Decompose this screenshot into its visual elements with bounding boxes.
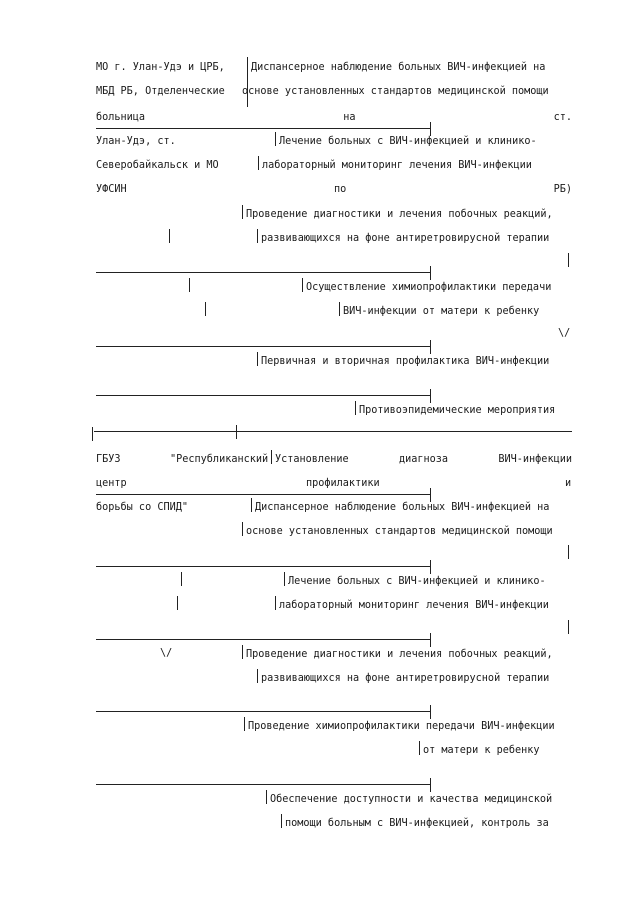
text-word: РБ) <box>553 184 572 195</box>
table-vertical-rule <box>169 229 170 243</box>
table-vertical-rule <box>419 741 420 755</box>
table-vertical-rule <box>258 156 259 170</box>
text-word: ВИЧ-инфекции <box>498 454 572 465</box>
table-vertical-rule <box>430 778 431 792</box>
service-text-line: Лечение больных с ВИЧ-инфекцией и клинико- <box>279 136 537 147</box>
table-vertical-rule <box>266 790 267 804</box>
table-horizontal-rule <box>96 494 430 495</box>
table-vertical-rule <box>257 229 258 243</box>
service-text-line: Проведение диагностики и лечения побочных реакций, <box>246 209 553 220</box>
justified-text-line <box>96 184 572 196</box>
org-text-line: борьбы со СПИД" <box>96 502 189 513</box>
service-text-line: Диспансерное наблюдение больных ВИЧ-инфекцией на <box>255 502 550 513</box>
service-text-line <box>275 454 572 466</box>
table-vertical-rule <box>355 401 356 415</box>
table-vertical-rule <box>430 560 431 574</box>
table-vertical-rule <box>281 814 282 828</box>
service-text-line: лабораторный мониторинг лечения ВИЧ-инфекции <box>279 600 549 611</box>
table-vertical-rule <box>430 122 431 136</box>
table-vertical-rule <box>244 717 245 731</box>
service-text-line: лабораторный мониторинг лечения ВИЧ-инфекции <box>262 160 532 171</box>
service-text-line: Осуществление химиопрофилактики передачи <box>306 282 552 293</box>
down-arrow-icon: \/ <box>558 328 571 339</box>
service-text-line: развивающихся на фоне антиретровирусной терапии <box>261 673 550 684</box>
org-text-line: "Республиканский <box>170 454 269 465</box>
table-horizontal-rule <box>96 128 430 129</box>
service-text-line: Проведение диагностики и лечения побочных реакций, <box>246 649 553 660</box>
down-arrow-icon: \/ <box>160 648 173 659</box>
table-vertical-rule <box>189 278 190 292</box>
table-vertical-rule <box>430 389 431 403</box>
table-vertical-rule <box>339 302 340 316</box>
table-vertical-rule <box>247 57 248 107</box>
table-vertical-rule <box>568 253 569 267</box>
service-text-line: развивающихся на фоне антиретровирусной терапии <box>261 233 550 244</box>
service-text-line: Диспансерное наблюдение больных ВИЧ-инфекцией на <box>251 62 546 73</box>
service-text-line: ВИЧ-инфекции от матери к ребенку <box>343 306 540 317</box>
table-vertical-rule <box>257 352 258 366</box>
service-text-line: Обеспечение доступности и качества медицинской <box>270 794 553 805</box>
org-text-line: центр <box>96 478 127 489</box>
table-horizontal-rule <box>96 272 430 273</box>
service-text-line: Лечение больных с ВИЧ-инфекцией и клинико- <box>288 576 546 587</box>
justified-text-line <box>96 112 572 124</box>
text-word: диагноза <box>398 454 449 465</box>
org-text-line: МБД РБ, Отделенческие <box>96 86 225 97</box>
table-horizontal-rule <box>96 711 430 712</box>
table-vertical-rule <box>430 488 431 502</box>
text-word: УФСИН <box>96 184 127 195</box>
table-vertical-rule <box>430 340 431 354</box>
service-text-line: Противоэпидемические мероприятия <box>359 405 556 416</box>
table-vertical-rule <box>181 572 182 586</box>
table-vertical-rule <box>242 522 243 536</box>
table-horizontal-rule <box>96 566 430 567</box>
table-vertical-rule <box>302 278 303 292</box>
service-text-line: помощи больным с ВИЧ-инфекцией, контроль за <box>285 818 549 829</box>
table-horizontal-rule <box>96 639 430 640</box>
text-word: по <box>333 184 347 195</box>
table-vertical-rule <box>568 545 569 559</box>
text-word: на <box>343 112 356 123</box>
service-text-line: основе установленных стандартов медицинской помощи <box>246 526 553 537</box>
table-vertical-rule <box>430 266 431 280</box>
org-text-line: Северобайкальск и МО <box>96 160 219 171</box>
section-separator-rule <box>94 431 572 432</box>
table-vertical-rule <box>568 620 569 634</box>
table-vertical-rule <box>284 572 285 586</box>
table-horizontal-rule <box>96 784 430 785</box>
table-vertical-rule <box>242 645 243 659</box>
text-word: Установление <box>275 454 349 465</box>
service-text-line: Первичная и вторичная профилактика ВИЧ-инфекции <box>261 356 550 367</box>
table-vertical-rule <box>275 596 276 610</box>
table-vertical-rule <box>275 132 276 146</box>
text-word: ст. <box>553 112 572 123</box>
table-vertical-rule <box>205 302 206 316</box>
service-text-line: основе установленных стандартов медицинской помощи <box>242 86 549 97</box>
table-horizontal-rule <box>96 346 430 347</box>
org-text-line: МО г. Улан-Удэ и ЦРБ, <box>96 62 225 73</box>
table-vertical-rule <box>242 205 243 219</box>
org-text-line: Улан-Удэ, ст. <box>96 136 176 147</box>
service-text-line: Проведение химиопрофилактики передачи ВИЧ-инфекции <box>248 721 555 732</box>
table-vertical-rule <box>271 450 272 464</box>
text-word: больница <box>96 112 146 123</box>
service-text-line: от матери к ребенку <box>423 745 540 756</box>
table-vertical-rule <box>236 425 237 439</box>
service-text-line: и <box>565 478 572 489</box>
table-vertical-rule <box>251 498 252 512</box>
table-vertical-rule <box>177 596 178 610</box>
table-horizontal-rule <box>96 395 430 396</box>
table-vertical-rule <box>430 705 431 719</box>
table-vertical-rule <box>92 427 93 441</box>
table-vertical-rule <box>430 633 431 647</box>
service-text-line: профилактики <box>306 478 380 489</box>
org-text-line: ГБУЗ <box>96 454 121 465</box>
table-vertical-rule <box>257 669 258 683</box>
